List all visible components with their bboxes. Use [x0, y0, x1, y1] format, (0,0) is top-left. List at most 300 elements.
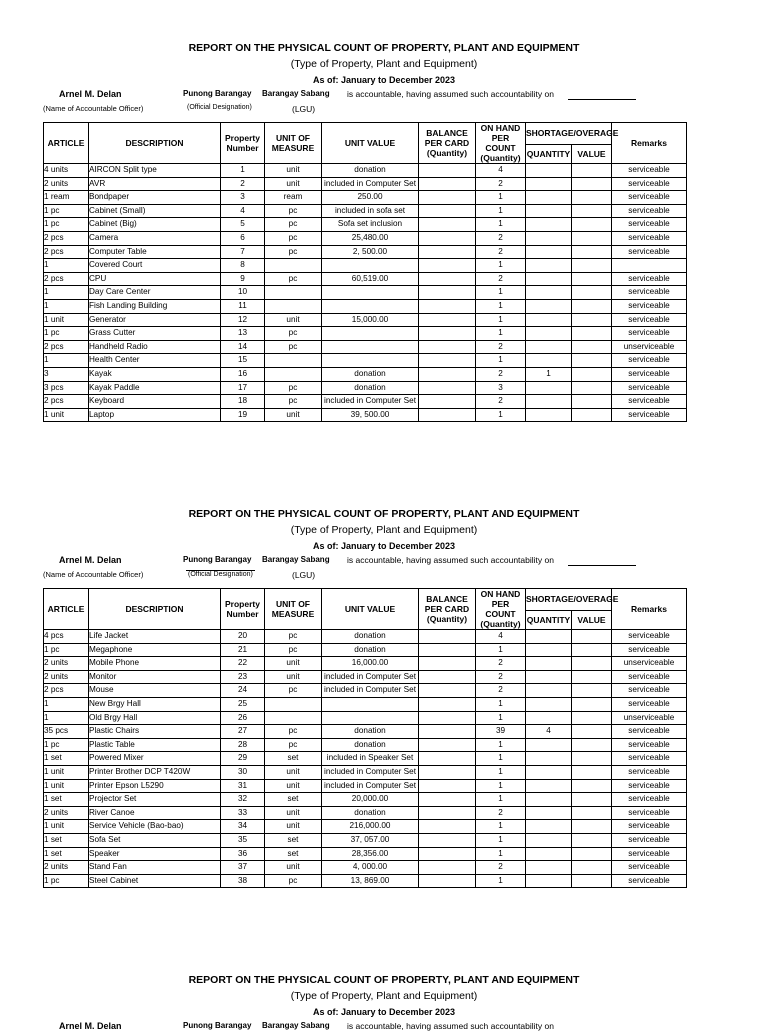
cell-article: 1 unit [44, 820, 89, 834]
cell-unit-value [322, 286, 419, 300]
cell-remarks: unserviceable [612, 657, 687, 671]
cell-description: Laptop [89, 408, 221, 422]
cell-shortage-quantity [526, 670, 572, 684]
cell-shortage-value [572, 670, 612, 684]
col-shortage-quantity: QUANTITY [526, 144, 572, 163]
cell-property-number: 36 [221, 847, 265, 861]
cell-unit-of-measure: set [265, 847, 322, 861]
col-article: ARTICLE [44, 589, 89, 630]
report-subtitle: (Type of Property, Plant and Equipment) [290, 524, 478, 536]
cell-article: 1 [44, 711, 89, 725]
cell-unit-value: Sofa set inclusion [322, 218, 419, 232]
cell-unit-of-measure: unit [265, 765, 322, 779]
cell-on-hand: 2 [476, 245, 526, 259]
designation: Punong Barangay [183, 1021, 252, 1030]
cell-on-hand: 1 [476, 354, 526, 368]
cell-unit-of-measure: pc [265, 245, 322, 259]
table-row [44, 779, 687, 793]
cell-description: Cabinet (Big) [89, 218, 221, 232]
table-row [44, 833, 687, 847]
cell-remarks: serviceable [612, 286, 687, 300]
table-row [44, 299, 687, 313]
accountability-text: is accountable, having assumed such accountability on [347, 1021, 554, 1031]
cell-shortage-quantity [526, 684, 572, 698]
cell-shortage-quantity [526, 340, 572, 354]
designation: Punong Barangay [183, 555, 252, 564]
cell-unit-of-measure: unit [265, 820, 322, 834]
cell-unit-of-measure [265, 711, 322, 725]
cell-balance-per-card [419, 354, 476, 368]
property-table-2 [43, 588, 687, 888]
cell-on-hand: 1 [476, 218, 526, 232]
cell-article: 35 pcs [44, 725, 89, 739]
cell-on-hand: 1 [476, 643, 526, 657]
cell-unit-of-measure: pc [265, 231, 322, 245]
cell-property-number: 5 [221, 218, 265, 232]
cell-description: Powered Mixer [89, 752, 221, 766]
cell-article: 2 pcs [44, 395, 89, 409]
cell-property-number: 31 [221, 779, 265, 793]
cell-shortage-value [572, 752, 612, 766]
table-row [44, 340, 687, 354]
cell-unit-value: donation [322, 725, 419, 739]
cell-balance-per-card [419, 272, 476, 286]
cell-shortage-value [572, 725, 612, 739]
cell-description: AVR [89, 177, 221, 191]
cell-shortage-quantity [526, 874, 572, 888]
cell-unit-of-measure: pc [265, 327, 322, 341]
table-row [44, 643, 687, 657]
cell-description: Steel Cabinet [89, 874, 221, 888]
cell-balance-per-card [419, 299, 476, 313]
cell-shortage-value [572, 164, 612, 178]
cell-property-number: 20 [221, 630, 265, 644]
cell-description: Health Center [89, 354, 221, 368]
table-row [44, 245, 687, 259]
cell-unit-of-measure: unit [265, 177, 322, 191]
cell-description: Monitor [89, 670, 221, 684]
col-unit-value: UNIT VALUE [322, 589, 419, 630]
table-row [44, 313, 687, 327]
table-row [44, 231, 687, 245]
property-table-2-body [44, 630, 687, 888]
cell-unit-value [322, 711, 419, 725]
cell-property-number: 17 [221, 381, 265, 395]
cell-remarks: serviceable [612, 245, 687, 259]
col-unit-of-measure: UNIT OF MEASURE [265, 589, 322, 630]
table-row [44, 408, 687, 422]
cell-article: 2 units [44, 657, 89, 671]
cell-balance-per-card [419, 630, 476, 644]
cell-on-hand: 1 [476, 847, 526, 861]
cell-unit-of-measure: unit [265, 779, 322, 793]
cell-on-hand: 1 [476, 752, 526, 766]
cell-remarks: serviceable [612, 820, 687, 834]
cell-shortage-value [572, 177, 612, 191]
cell-remarks: serviceable [612, 697, 687, 711]
cell-unit-value: included in Computer Set [322, 765, 419, 779]
cell-article: 4 pcs [44, 630, 89, 644]
cell-unit-of-measure: unit [265, 657, 322, 671]
cell-on-hand: 2 [476, 395, 526, 409]
cell-article: 1 pc [44, 218, 89, 232]
cell-property-number: 6 [221, 231, 265, 245]
lgu-name: Barangay Sabang [262, 1021, 330, 1030]
cell-description: Generator [89, 313, 221, 327]
cell-balance-per-card [419, 191, 476, 205]
cell-unit-value: 60,519.00 [322, 272, 419, 286]
cell-on-hand: 1 [476, 204, 526, 218]
cell-balance-per-card [419, 327, 476, 341]
cell-description: Covered Court [89, 259, 221, 273]
officer-label: (Name of Accountable Officer) [43, 104, 144, 113]
cell-remarks: serviceable [612, 684, 687, 698]
cell-unit-of-measure: unit [265, 670, 322, 684]
cell-remarks [612, 259, 687, 273]
cell-on-hand: 2 [476, 272, 526, 286]
cell-balance-per-card [419, 806, 476, 820]
cell-unit-of-measure: unit [265, 806, 322, 820]
cell-property-number: 2 [221, 177, 265, 191]
cell-unit-of-measure: pc [265, 204, 322, 218]
cell-description: Kayak Paddle [89, 381, 221, 395]
cell-unit-value: included in Computer Set [322, 177, 419, 191]
cell-unit-value: donation [322, 164, 419, 178]
cell-description: Printer Brother DCP T420W [89, 765, 221, 779]
cell-on-hand: 2 [476, 340, 526, 354]
cell-unit-of-measure: unit [265, 313, 322, 327]
cell-unit-value: donation [322, 367, 419, 381]
cell-on-hand: 2 [476, 861, 526, 875]
col-shortage-value: VALUE [572, 610, 612, 629]
cell-balance-per-card [419, 231, 476, 245]
table-row [44, 861, 687, 875]
cell-unit-value: donation [322, 806, 419, 820]
cell-shortage-value [572, 245, 612, 259]
cell-remarks: serviceable [612, 354, 687, 368]
cell-shortage-value [572, 408, 612, 422]
cell-article: 1 pc [44, 643, 89, 657]
cell-description: Megaphone [89, 643, 221, 657]
designation-label: (Official Designation) [187, 104, 252, 111]
table-row [44, 874, 687, 888]
cell-unit-value: included in sofa set [322, 204, 419, 218]
table-row [44, 286, 687, 300]
cell-description: Service Vehicle (Bao-bao) [89, 820, 221, 834]
cell-unit-value [322, 354, 419, 368]
cell-shortage-quantity [526, 395, 572, 409]
cell-unit-value: 13, 869.00 [322, 874, 419, 888]
table-row [44, 684, 687, 698]
cell-shortage-quantity [526, 218, 572, 232]
cell-unit-of-measure [265, 286, 322, 300]
cell-description: CPU [89, 272, 221, 286]
cell-unit-value: 4, 000.00 [322, 861, 419, 875]
cell-description: Mobile Phone [89, 657, 221, 671]
cell-balance-per-card [419, 643, 476, 657]
cell-balance-per-card [419, 657, 476, 671]
cell-on-hand: 2 [476, 367, 526, 381]
cell-unit-of-measure: pc [265, 684, 322, 698]
cell-property-number: 26 [221, 711, 265, 725]
col-description: DESCRIPTION [89, 589, 221, 630]
cell-property-number: 8 [221, 259, 265, 273]
cell-description: Handheld Radio [89, 340, 221, 354]
cell-description: Sofa Set [89, 833, 221, 847]
cell-property-number: 34 [221, 820, 265, 834]
cell-unit-value [322, 327, 419, 341]
cell-shortage-value [572, 630, 612, 644]
table-row [44, 820, 687, 834]
designation-label: (Official Designation) [188, 571, 253, 578]
cell-on-hand: 2 [476, 657, 526, 671]
col-shortage-overage: SHORTAGE/OVERAGE [526, 123, 612, 145]
cell-on-hand: 1 [476, 833, 526, 847]
cell-balance-per-card [419, 833, 476, 847]
cell-unit-value: 20,000.00 [322, 793, 419, 807]
cell-balance-per-card [419, 286, 476, 300]
col-unit-value: UNIT VALUE [322, 123, 419, 164]
cell-property-number: 35 [221, 833, 265, 847]
cell-property-number: 15 [221, 354, 265, 368]
cell-property-number: 12 [221, 313, 265, 327]
date-blank-line [568, 99, 636, 100]
cell-shortage-quantity [526, 752, 572, 766]
cell-property-number: 7 [221, 245, 265, 259]
cell-description: River Canoe [89, 806, 221, 820]
cell-balance-per-card [419, 204, 476, 218]
cell-article: 2 units [44, 177, 89, 191]
cell-unit-value: 16,000.00 [322, 657, 419, 671]
cell-unit-value: donation [322, 630, 419, 644]
cell-shortage-value [572, 204, 612, 218]
cell-shortage-value [572, 765, 612, 779]
officer-name: Arnel M. Delan [59, 555, 122, 565]
report-subtitle: (Type of Property, Plant and Equipment) [290, 990, 478, 1002]
cell-article: 1 set [44, 752, 89, 766]
cell-article: 1 [44, 259, 89, 273]
table-row [44, 793, 687, 807]
cell-unit-of-measure: pc [265, 340, 322, 354]
cell-shortage-value [572, 395, 612, 409]
cell-shortage-quantity [526, 259, 572, 273]
cell-shortage-quantity [526, 354, 572, 368]
cell-property-number: 4 [221, 204, 265, 218]
cell-article: 1 unit [44, 408, 89, 422]
cell-property-number: 27 [221, 725, 265, 739]
table-row [44, 630, 687, 644]
cell-property-number: 19 [221, 408, 265, 422]
table-row [44, 204, 687, 218]
table-row [44, 191, 687, 205]
cell-property-number: 29 [221, 752, 265, 766]
cell-balance-per-card [419, 164, 476, 178]
cell-unit-of-measure: set [265, 793, 322, 807]
table-row [44, 738, 687, 752]
col-property-number: Property Number [221, 123, 265, 164]
cell-balance-per-card [419, 779, 476, 793]
cell-property-number: 11 [221, 299, 265, 313]
cell-article: 2 units [44, 861, 89, 875]
cell-unit-of-measure: unit [265, 861, 322, 875]
cell-article: 3 pcs [44, 381, 89, 395]
cell-article: 2 pcs [44, 272, 89, 286]
cell-unit-value: included in Computer Set [322, 779, 419, 793]
col-balance-per-card: BALANCE PER CARD (Quantity) [419, 589, 476, 630]
col-remarks: Remarks [612, 123, 687, 164]
table-row [44, 381, 687, 395]
cell-on-hand: 1 [476, 299, 526, 313]
cell-remarks: serviceable [612, 408, 687, 422]
cell-unit-value: 39, 500.00 [322, 408, 419, 422]
report-section-1 [0, 42, 768, 432]
cell-shortage-quantity [526, 299, 572, 313]
cell-property-number: 9 [221, 272, 265, 286]
cell-on-hand: 1 [476, 286, 526, 300]
cell-remarks: serviceable [612, 231, 687, 245]
cell-balance-per-card [419, 697, 476, 711]
cell-description: AIRCON Split type [89, 164, 221, 178]
cell-balance-per-card [419, 793, 476, 807]
cell-property-number: 14 [221, 340, 265, 354]
cell-shortage-value [572, 779, 612, 793]
table-row [44, 395, 687, 409]
cell-unit-value: included in Computer Set [322, 395, 419, 409]
cell-unit-of-measure: pc [265, 630, 322, 644]
cell-remarks: unserviceable [612, 340, 687, 354]
cell-unit-value [322, 259, 419, 273]
cell-shortage-value [572, 191, 612, 205]
cell-balance-per-card [419, 177, 476, 191]
cell-unit-of-measure: unit [265, 164, 322, 178]
cell-description: Keyboard [89, 395, 221, 409]
col-description: DESCRIPTION [89, 123, 221, 164]
cell-property-number: 25 [221, 697, 265, 711]
cell-article: 1 unit [44, 779, 89, 793]
cell-shortage-value [572, 367, 612, 381]
cell-on-hand: 2 [476, 684, 526, 698]
cell-balance-per-card [419, 684, 476, 698]
table-row [44, 697, 687, 711]
cell-unit-value: 25,480.00 [322, 231, 419, 245]
cell-description: Computer Table [89, 245, 221, 259]
report-section-2 [0, 508, 768, 898]
cell-article: 1 [44, 286, 89, 300]
cell-remarks: serviceable [612, 630, 687, 644]
cell-balance-per-card [419, 367, 476, 381]
cell-unit-value: donation [322, 643, 419, 657]
cell-unit-value: 250.00 [322, 191, 419, 205]
table-row [44, 272, 687, 286]
cell-remarks: serviceable [612, 847, 687, 861]
cell-unit-value: 216,000.00 [322, 820, 419, 834]
col-shortage-value: VALUE [572, 144, 612, 163]
cell-shortage-quantity [526, 408, 572, 422]
cell-article: 1 unit [44, 313, 89, 327]
cell-description: Projector Set [89, 793, 221, 807]
cell-remarks: serviceable [612, 738, 687, 752]
cell-on-hand: 1 [476, 711, 526, 725]
cell-article: 1 pc [44, 327, 89, 341]
cell-on-hand: 1 [476, 327, 526, 341]
cell-on-hand: 1 [476, 765, 526, 779]
cell-on-hand: 1 [476, 820, 526, 834]
cell-unit-value: 2, 500.00 [322, 245, 419, 259]
cell-on-hand: 1 [476, 259, 526, 273]
officer-name: Arnel M. Delan [59, 1021, 122, 1031]
cell-shortage-quantity [526, 327, 572, 341]
cell-shortage-quantity [526, 164, 572, 178]
cell-on-hand: 2 [476, 177, 526, 191]
cell-unit-of-measure: pc [265, 218, 322, 232]
cell-shortage-value [572, 327, 612, 341]
cell-shortage-value [572, 833, 612, 847]
cell-unit-of-measure: ream [265, 191, 322, 205]
cell-unit-of-measure [265, 259, 322, 273]
report-title: REPORT ON THE PHYSICAL COUNT OF PROPERTY, PLANT AND EQUIPMENT [188, 508, 580, 520]
cell-shortage-quantity: 4 [526, 725, 572, 739]
cell-on-hand: 1 [476, 874, 526, 888]
cell-unit-value: included in Computer Set [322, 670, 419, 684]
date-blank-line [568, 565, 636, 566]
cell-remarks: serviceable [612, 177, 687, 191]
property-table-1-body [44, 164, 687, 422]
cell-unit-value: included in Computer Set [322, 684, 419, 698]
cell-unit-value: 15,000.00 [322, 313, 419, 327]
table-row [44, 765, 687, 779]
cell-balance-per-card [419, 752, 476, 766]
cell-shortage-quantity [526, 765, 572, 779]
cell-shortage-value [572, 738, 612, 752]
col-property-number: Property Number [221, 589, 265, 630]
cell-article: 2 units [44, 806, 89, 820]
cell-description: Old Brgy Hall [89, 711, 221, 725]
cell-shortage-value [572, 874, 612, 888]
cell-balance-per-card [419, 711, 476, 725]
cell-shortage-value [572, 340, 612, 354]
cell-article: 1 [44, 697, 89, 711]
cell-balance-per-card [419, 765, 476, 779]
cell-article: 2 pcs [44, 231, 89, 245]
cell-article: 1 pc [44, 874, 89, 888]
cell-property-number: 33 [221, 806, 265, 820]
cell-shortage-quantity [526, 272, 572, 286]
cell-description: Plastic Table [89, 738, 221, 752]
lgu-label: (LGU) [292, 104, 316, 114]
cell-unit-value [322, 299, 419, 313]
cell-article: 4 units [44, 164, 89, 178]
cell-shortage-quantity [526, 630, 572, 644]
cell-remarks: serviceable [612, 874, 687, 888]
cell-description: Speaker [89, 847, 221, 861]
cell-unit-of-measure: pc [265, 381, 322, 395]
cell-balance-per-card [419, 738, 476, 752]
cell-on-hand: 1 [476, 793, 526, 807]
table-row [44, 164, 687, 178]
cell-shortage-quantity [526, 286, 572, 300]
cell-shortage-value [572, 218, 612, 232]
cell-unit-value: 37, 057.00 [322, 833, 419, 847]
cell-balance-per-card [419, 313, 476, 327]
lgu-name: Barangay Sabang [262, 555, 330, 564]
cell-property-number: 1 [221, 164, 265, 178]
cell-shortage-value [572, 847, 612, 861]
officer-name: Arnel M. Delan [59, 89, 122, 99]
col-remarks: Remarks [612, 589, 687, 630]
col-shortage-overage: SHORTAGE/OVERAGE [526, 589, 612, 611]
cell-shortage-quantity [526, 204, 572, 218]
cell-remarks: serviceable [612, 806, 687, 820]
